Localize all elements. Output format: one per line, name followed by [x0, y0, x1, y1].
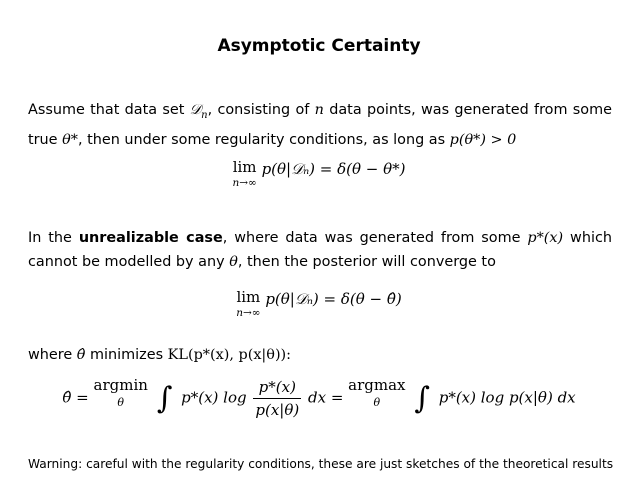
n-symbol: n — [314, 102, 324, 118]
text: where — [28, 347, 77, 363]
argmin-label: argmin — [93, 376, 148, 394]
text: , where data was generated from some — [222, 230, 528, 246]
text: , then under some regularity conditions, as long as — [77, 131, 450, 148]
dataset-symbol: 𝒟 — [189, 102, 202, 118]
text: data points, was generated from some true — [28, 102, 612, 148]
log-ratio-fraction — [253, 378, 301, 419]
limit-operator — [232, 160, 256, 189]
argmax-label: argmax — [348, 376, 406, 394]
argmax-operator — [348, 378, 405, 408]
argmin-operator — [94, 378, 148, 408]
fraction-denominator: p(x|θ) — [255, 401, 300, 419]
limit-operator — [236, 290, 260, 319]
p-star-symbol: p*(x) — [527, 230, 564, 246]
theta-hat-lhs: θ̂ = — [62, 388, 94, 407]
integral-sign: ∫ — [156, 381, 173, 416]
text: which cannot be modelled by any — [28, 230, 612, 270]
equation-body: p(θ|𝒟ₙ) = δ(θ − θ*) — [261, 160, 406, 178]
text: In the — [28, 230, 79, 246]
integrand-suffix: dx = — [308, 388, 349, 407]
dataset-subscript: n — [201, 109, 208, 121]
prior-condition: p(θ*) > 0 — [449, 131, 517, 148]
fraction-numerator: p*(x) — [253, 378, 301, 399]
lim-label: lim — [232, 158, 257, 176]
kl-expression: KL(p*(x), p(x|θ)): — [167, 347, 292, 363]
equation-body: p(θ|𝒟ₙ) = δ(θ − θ̂) — [265, 290, 402, 308]
warning-note: Warning: careful with the regularity conditions, these are just sketches of the theoretical results — [28, 457, 614, 471]
integrand-loglik: p*(x) log p(x|θ) dx — [438, 388, 576, 407]
paragraph-assumption — [28, 98, 612, 152]
integral-sign: ∫ — [414, 381, 430, 416]
lim-subscript: n→∞ — [236, 307, 261, 319]
lim-label: lim — [236, 288, 261, 306]
argmax-subscript: θ — [373, 396, 381, 409]
text: minimizes — [85, 347, 168, 363]
equation-limit-certain — [0, 160, 638, 189]
theta-symbol: θ — [229, 254, 238, 270]
theta-hat-symbol: θ̂ — [76, 347, 86, 363]
argmin-subscript: θ — [117, 396, 125, 409]
paragraph-minimizer — [28, 343, 612, 367]
equation-argmin-argmax — [0, 378, 638, 419]
text: , consisting of — [207, 102, 315, 118]
text: , then the posterior will converge to — [237, 254, 496, 270]
integrand-prefix: p*(x) log — [181, 388, 247, 407]
text: Assume that data set — [28, 102, 190, 118]
equation-limit-unrealizable — [0, 290, 638, 319]
bold-term: unrealizable case — [78, 230, 223, 246]
lim-subscript: n→∞ — [232, 177, 257, 189]
slide-title: Asymptotic Certainty — [217, 36, 421, 56]
theta-star-symbol: θ* — [62, 131, 78, 148]
paragraph-unrealizable — [28, 226, 612, 274]
